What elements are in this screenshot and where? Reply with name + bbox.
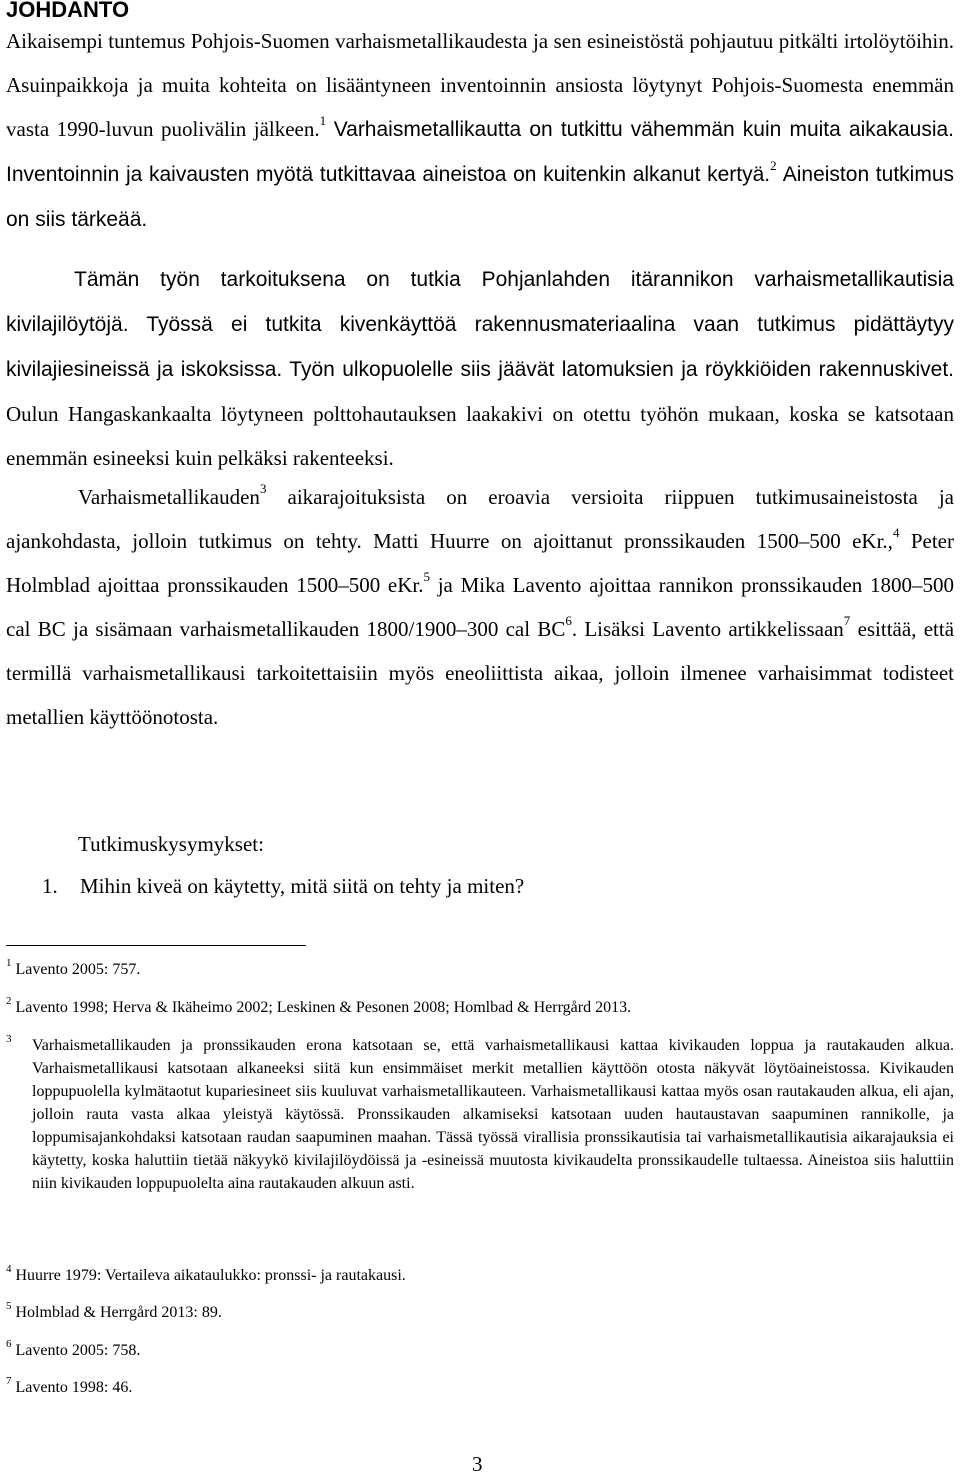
footnote-text: Lavento 1998; Herva & Ikäheimo 2002; Leskinen & Pesonen 2008; Homlbad & Herrgård 2013.	[15, 999, 632, 1016]
footnote-ref-2[interactable]: 2	[770, 158, 777, 173]
footnote-3	[6, 1034, 954, 1195]
footnote-ref-1[interactable]: 1	[319, 113, 327, 128]
chronology-text-f: esittää, että termillä varhaismetallikausi tarkoitettaisiin myös eneoliittista aikaa, jolloin ilmenee varhaisimmat todisteet metallien käyttöönotosta.	[6, 617, 955, 729]
footnote-number: 7	[6, 1374, 12, 1387]
research-question-item	[42, 866, 524, 906]
chronology-text-a: Varhaismetallikauden	[78, 485, 260, 509]
footnote-text: Varhaismetallikauden ja pronssikauden erona katsotaan se, että varhaismetallikausi kattaa kivikauden loppua ja rautakauden alkua. Varhaismetallikausi katsotaan alkaneeksi siitä kun ensimmäiset merkit metallien käyttöön otosta näkyvät löytöaineistossa. Kivikauden loppupuolella kylmätaotut kupariesineet siis kuuluvat varhaismetallikauteen. Varhaismetallikausi kattaa myös osan rautakauden alkua, eli ajan, jolloin rauta vasta alkaa yleistyä käytössä. Pronssikauden alkamiseksi katsotaan uuden hautaustavan saapuminen rannikolle, ja loppumisajankohdaksi katsotaan raudan saapuminen maahan. Tässä työssä virallisia pronssikautisia tai varhaismetallikautisia aikarajauksia ei käytetty, koska haluttiin tietää näkyykö kivilajilöydöissä ja -esineissä muutosta kivikaudelta pronssikaudelle tultaessa. Aineistoa siis haluttiin niin kivikauden loppupuolelta aina rautakauden alkuun asti.	[32, 1037, 954, 1192]
section-heading: JOHDANTO	[6, 0, 130, 22]
footnote-number: 4	[6, 1262, 12, 1275]
intro-paragraph	[6, 19, 954, 242]
page-number: 3	[472, 1452, 483, 1476]
chronology-text-e: . Lisäksi Lavento artikkelissaan	[571, 617, 844, 641]
footnote-6	[6, 1339, 954, 1362]
intro-sentence-2: Varhaismetallikautta on tutkittu vähemmän kuin muita aikakausia. Inventoinnin ja kaivausten myötä tutkittavaa aineistoa on kuitenkin alkanut kertyä.	[6, 118, 954, 186]
aim-sentence-1: Tämän työn tarkoituksena on tutkia Pohjanlahden itärannikon varhaismetallikautisia kivilajilöytöjä. Työssä ei tutkita kivenkäyttöä rakennusmateriaalina vaan tutkimus pidättäytyy kivilajiesineissä ja iskoksissa. Työn ulkopuolelle siis jäävät latomuksien ja röykkiöiden rakennuskivet.	[6, 268, 954, 381]
chronology-text-b: aikarajoituksista on eroavia versioita riippuen tutkimusaineistosta ja ajankohdasta, jolloin tutkimus on tehty. Matti Huurre on ajoittanut pronssikauden 1500–500 eKr.,	[6, 485, 954, 553]
footnote-ref-5[interactable]: 5	[423, 569, 430, 584]
footnote-2	[6, 996, 954, 1019]
footnote-text: Lavento 1998: 46.	[15, 1379, 133, 1396]
chronology-text-d: ja Mika Lavento ajoittaa rannikon pronssikauden 1800–500 cal BC ja sisämaan varhaismetallikauden 1800/1900–300 cal BC	[6, 573, 954, 641]
aim-sentence-2: Oulun Hangaskankaalta löytyneen polttohautauksen laakakivi on otettu työhön mukaan, koska se katsotaan enemmän esineeksi kuin pelkäksi rakenteeksi.	[6, 402, 954, 470]
footnote-text: Huurre 1979: Vertaileva aikataulukko: pronssi- ja rautakausi.	[15, 1267, 406, 1284]
research-question-text: Mihin kiveä on käytetty, mitä siitä on tehty ja miten?	[80, 874, 525, 898]
footnote-number: 5	[6, 1299, 12, 1312]
research-questions-label: Tutkimuskysymykset:	[78, 832, 264, 856]
chronology-text-c: Peter Holmblad ajoittaa pronssikauden 1500–500 eKr.	[6, 529, 954, 597]
footnote-ref-3[interactable]: 3	[259, 481, 267, 496]
footnote-text: Lavento 2005: 758.	[15, 1342, 141, 1359]
footnote-text: Lavento 2005: 757.	[15, 961, 141, 978]
footnote-1	[6, 958, 954, 981]
footnote-separator	[6, 945, 306, 946]
footnote-number: 1	[6, 956, 12, 969]
footnote-ref-4[interactable]: 4	[892, 525, 900, 540]
footnote-ref-7[interactable]: 7	[843, 613, 851, 628]
footnote-text: Holmblad & Herrgård 2013: 89.	[15, 1304, 222, 1321]
intro-sentence-1: Aikaisempi tuntemus Pohjois-Suomen varhaismetallikaudesta ja sen esineistöstä pohjautuu pitkälti irtolöytöihin. Asuinpaikkoja ja muita kohteita on lisääntyneen inventoinnin ansiosta löytynyt Pohjois-Suomesta enemmän vasta 1990-luvun puolivälin jälkeen.	[6, 29, 954, 141]
footnote-number: 2	[6, 994, 12, 1007]
footnote-number: 3	[6, 1032, 12, 1045]
footnote-7	[6, 1376, 954, 1399]
footnote-4	[6, 1264, 954, 1287]
footnote-ref-6[interactable]: 6	[565, 613, 572, 628]
footnote-number: 6	[6, 1337, 12, 1350]
research-question-number: 1.	[42, 874, 58, 898]
footnote-5	[6, 1301, 954, 1324]
chronology-paragraph	[6, 475, 954, 739]
aim-paragraph	[6, 257, 954, 480]
intro-sentence-3: Aineiston tutkimus on siis tärkeää.	[6, 163, 954, 231]
